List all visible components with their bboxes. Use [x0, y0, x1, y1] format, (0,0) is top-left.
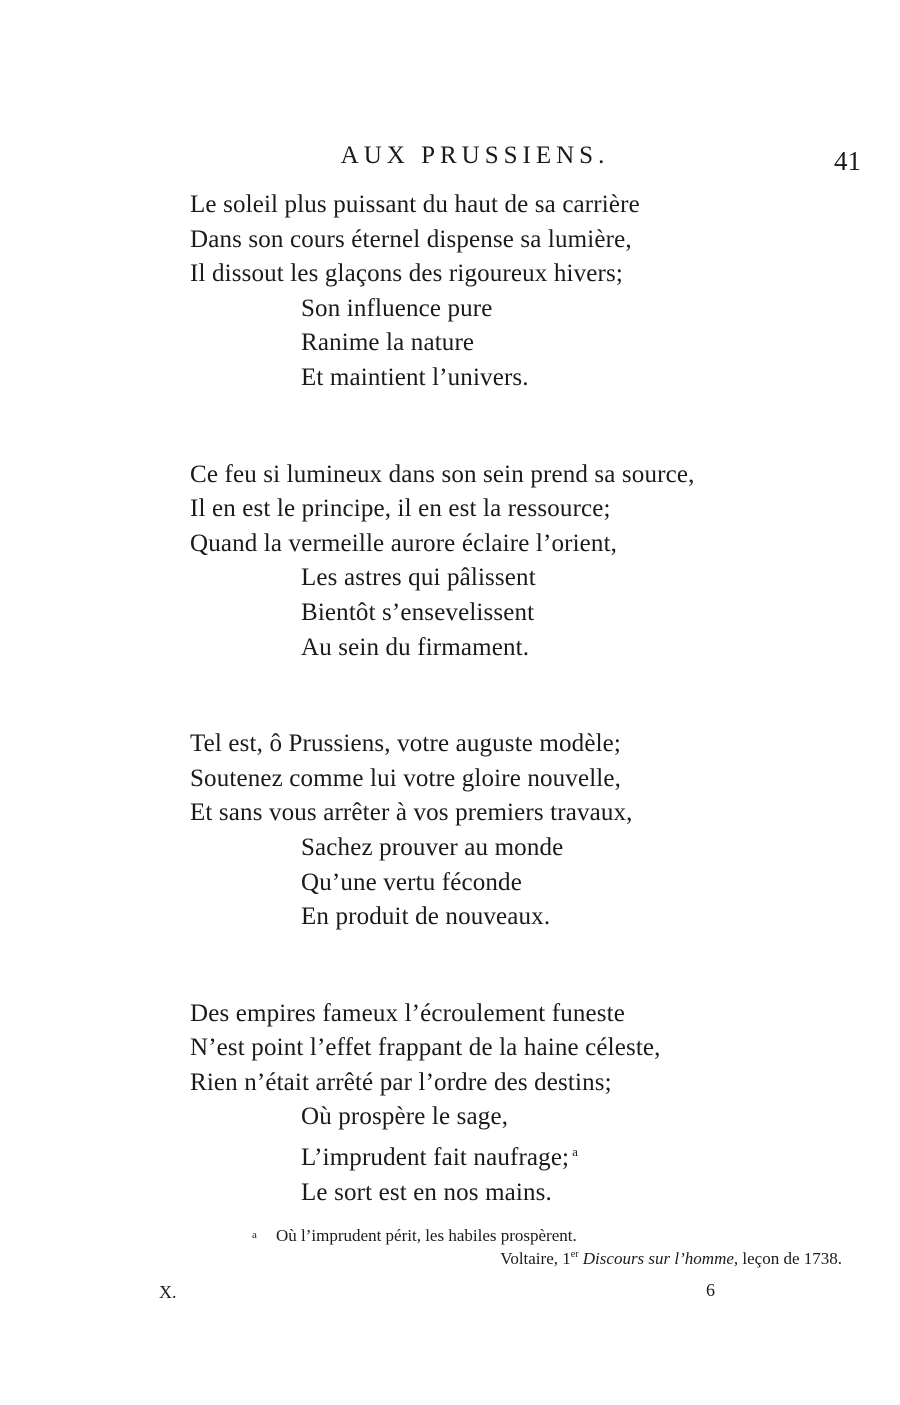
verse-line-indented: Le sort est en nos mains.: [301, 1178, 552, 1206]
page-title: AUX PRUSSIENS.: [340, 142, 610, 169]
verse-line: Et sans vous arrêter à vos premiers travaux,: [190, 799, 633, 827]
verse-line-indented: [190, 1135, 870, 1176]
signature-number: 6: [706, 1280, 715, 1300]
verse-line: Soutenez comme lui votre gloire nouvelle,: [190, 764, 622, 792]
verse-line-indented: Et maintient l’univers.: [301, 363, 529, 391]
footnote-source: [0, 1242, 842, 1272]
stanza-1: [190, 188, 870, 396]
stanza-4: [190, 997, 870, 1211]
signature-mark: X.: [159, 1282, 177, 1302]
verse-line: Quand la vermeille aurore éclaire l’orient,: [190, 529, 618, 557]
verse-line: Des empires fameux l’écroulement funeste: [190, 999, 625, 1027]
verse-line-indented: Qu’une vertu féconde: [301, 868, 522, 896]
verse-line-indented: Sachez prouver au monde: [301, 833, 564, 861]
verse-line-indented: En produit de nouveaux.: [301, 903, 551, 931]
footnote-marker: a: [252, 1229, 257, 1241]
verse-line: Dans son cours éternel dispense sa lumière,: [190, 225, 632, 253]
verse-line: Le soleil plus puissant du haut de sa carrière: [190, 191, 640, 218]
verse-line: Rien n’était arrêté par l’ordre des destins;: [190, 1068, 612, 1096]
verse-line: N’est point l’effet frappant de la haine céleste,: [190, 1034, 661, 1062]
page-number: 41: [834, 146, 861, 176]
verse-line: Il en est le principe, il en est la ressource;: [190, 495, 611, 523]
footnote-source-work: Discours sur l’homme,: [582, 1249, 739, 1268]
verse-line-indented: Son influence pure: [301, 294, 493, 322]
verse-line-indented: Bientôt s’ensevelissent: [301, 598, 535, 626]
verse-line: Ce feu si lumineux dans son sein prend sa source,: [190, 460, 695, 488]
footnote-reference: a: [572, 1144, 579, 1160]
footnote-text: Où l’imprudent périt, les habiles prospèrent.: [276, 1226, 577, 1245]
poem: [190, 188, 870, 1210]
verse-line-text: L’imprudent fait naufrage;: [301, 1144, 570, 1172]
verse-line: Il dissout les glaçons des rigoureux hivers;: [190, 260, 623, 288]
verse-line-indented: Ranime la nature: [301, 329, 475, 357]
verse-line-indented: Au sein du firmament.: [301, 633, 530, 661]
verse-line-indented: Les astres qui pâlissent: [301, 564, 536, 592]
verse-line: Tel est, ô Prussiens, votre auguste modèle;: [190, 730, 622, 758]
footnote-source-author: Voltaire, 1: [500, 1249, 571, 1268]
stanza-2: [190, 458, 870, 666]
footnote-source-ordinal: er: [570, 1249, 579, 1260]
verse-line-indented: Où prospère le sage,: [301, 1103, 509, 1131]
footnote-source-edition: leçon de 1738.: [738, 1249, 842, 1268]
stanza-3: [190, 727, 870, 935]
